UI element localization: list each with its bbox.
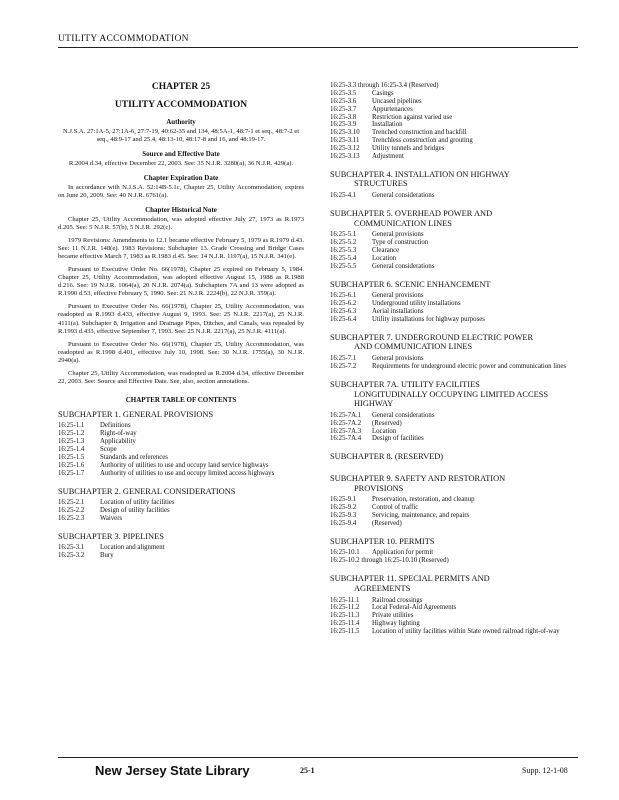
list-item [330, 98, 580, 106]
section-title: Utility installations for highway purposes [372, 315, 485, 323]
subchapter-3-list [58, 544, 304, 560]
section-title: Design of facilities [372, 435, 424, 443]
list-item [330, 308, 580, 316]
section-title: Scope [100, 446, 117, 453]
section-number: 16:25-5.5 [330, 262, 357, 270]
section-number: 16:25-6.1 [330, 292, 357, 300]
list-item [330, 355, 580, 363]
section-number: 16:25-9.2 [330, 504, 357, 512]
list-item [58, 515, 304, 523]
list-item [58, 499, 304, 507]
list-item [330, 504, 580, 512]
list-item [330, 420, 580, 428]
chapter-number: CHAPTER 25 [151, 82, 211, 92]
section-number: 16:25-2.2 [58, 507, 85, 515]
list-item [58, 446, 304, 454]
list-item [330, 300, 580, 308]
source-heading: Source and Effective Date [142, 150, 220, 159]
subchapter-heading: SUBCHAPTER 7A. UTILITY FACILITIES LONGITUDINALLY OCCUPYING LIMITED ACCESS HIGHWAY [330, 379, 549, 409]
list-item [330, 512, 580, 520]
list-item [330, 247, 580, 255]
list-item [330, 192, 580, 200]
library-name: New Jersey State Library [95, 763, 250, 778]
section-title: Trenchless construction and grouting [372, 137, 473, 145]
section-number: 16:25-3.9 [330, 121, 357, 129]
list-item [330, 597, 580, 605]
history-paragraph: Chapter 25, Utility Accommodation, was adopted effective July 27, 1973 as R.1973 d.205. See: 5 N.J.R. 57(b), 5 N.J.R. 292(c). [58, 216, 304, 232]
history-paragraph: Pursuant to Executive Order No. 66(1978), Chapter 25 expired on February 5, 1984. Chapter 25, Utility Accommodation, was adopted effective August 15, 1988 as R.1988 d.216. See: 19 N.J.R. 1064(a), 20 N.J.R. 2074(a). Subchapters 7A and 13 were adopted as R.1990 d.53, effective February 5, 1990. See: 21 N.J.R. 2224(b), 22 N.J.R. 359(a). [58, 266, 304, 298]
section-number: 16:25-11.5 [330, 628, 360, 635]
section-title: Restriction against varied use [372, 113, 453, 121]
list-item [330, 129, 580, 137]
section-title: Aerial installations [372, 308, 424, 316]
subchapter-heading: SUBCHAPTER 9. SAFETY AND RESTORATION PROVISIONS [330, 473, 506, 493]
section-title: Waivers [100, 514, 123, 522]
list-item [330, 153, 580, 161]
running-header: UTILITY ACCOMMODATION [58, 34, 189, 44]
section-number: 16:25-9.4 [330, 519, 357, 527]
section-title: (Reserved) [372, 519, 402, 527]
section-title: Authority of utilities to use and occupy land service highways [100, 461, 269, 469]
section-number: 16:25-1.3 [58, 438, 85, 446]
section-title: (Reserved) [372, 419, 402, 427]
section-number: 16:25-1.1 [58, 422, 85, 430]
footer-rule [58, 757, 578, 758]
section-title: Adjustment [372, 152, 404, 160]
section-title: Location [372, 427, 397, 435]
section-number: 16:25-1.2 [58, 430, 85, 438]
section-title: Type of construction [372, 239, 429, 247]
section-title: General considerations [372, 192, 435, 200]
section-number: 16:25-3.13 [330, 152, 360, 160]
history-paragraph: 1979 Revisions: Amendments to 12.1 became effective February 5, 1979 as R.1979 d.43. See: 11 N.J.R. 148(e). 1983 Revisions: Subchapter 13. Grade Crossing and Bridge Cases became effective March 7, 1983 as R.1983 d.45. See: 14 N.J.R. 1197(a), 15 N.J.R. 341(e). [58, 237, 304, 261]
subchapter-heading: SUBCHAPTER 4. INSTALLATION ON HIGHWAY STRUCTURES [330, 169, 510, 189]
section-number: 16:25-9.3 [330, 512, 357, 520]
authority-heading: Authority [166, 118, 196, 126]
section-title: Underground utility installations [372, 300, 461, 308]
section-number: 16:25-5.4 [330, 254, 357, 262]
list-item [330, 520, 580, 528]
subchapter-heading: SUBCHAPTER 5. OVERHEAD POWER AND COMMUNICATION LINES [330, 208, 493, 228]
section-title: Definitions [100, 422, 131, 430]
list-item [330, 620, 580, 628]
section-number: 16:25-7A.2 [330, 419, 362, 427]
section-title: Right-of-way [100, 430, 137, 438]
subchapter-7-list [330, 355, 580, 371]
section-title: General provisions [372, 355, 424, 363]
section-number: 16:25-6.2 [330, 300, 357, 308]
section-number: 16:25-3.11 [330, 137, 360, 145]
list-item [330, 292, 580, 300]
list-item: 16:25-10.1 Application for permit [330, 549, 434, 557]
list-item [330, 435, 580, 443]
section-number: 16:25-7A.4 [330, 435, 362, 443]
list-item [330, 604, 580, 612]
section-number: 16:25-6.3 [330, 308, 357, 316]
subchapter-6-list [330, 292, 580, 324]
list-item [330, 114, 580, 122]
section-number: 16:25-3.2 [58, 552, 85, 560]
list-item [330, 145, 580, 153]
subchapter-5-list [330, 231, 580, 270]
section-number: 16:25-1.5 [58, 453, 85, 461]
authority-text: N.J.S.A. 27:1A-5, 27:1A-6, 27:7-19, 40:62-35 and 134, 48:5A-1, 48:7-1 et seq., 48:7-2 et seq., 48:9-17 and 25.4, 48:13-10, 48:17-8 and 16, and 48:19-17. [62, 128, 300, 144]
section-number: 16:25-2.3 [58, 514, 85, 522]
section-number: 16:25-3.7 [330, 105, 357, 113]
list-item [58, 470, 304, 478]
section-title: Casings [372, 89, 394, 97]
section-number: 16:25-11.3 [330, 612, 360, 620]
section-number: 16:25-9.1 [330, 496, 357, 504]
list-item [58, 462, 304, 470]
section-title: Clearance [372, 247, 400, 254]
subchapter-heading: SUBCHAPTER 3. PIPELINES [58, 531, 164, 541]
header-rule [58, 47, 578, 48]
list-item [330, 121, 580, 129]
section-number: 16:25-4.1 [330, 192, 357, 200]
right-column [330, 82, 580, 636]
section-title: Highway lighting [372, 620, 420, 628]
list-item [58, 454, 304, 462]
section-title: Private utilities [372, 612, 414, 620]
section-number: 16:25-5.1 [330, 231, 357, 239]
list-item [330, 106, 580, 114]
subchapter-heading: SUBCHAPTER 11. SPECIAL PERMITS AND AGREEMENTS [330, 574, 490, 593]
section-title: Applicability [100, 438, 136, 446]
list-item [330, 363, 580, 371]
section-title: Control of traffic [372, 504, 419, 512]
subchapter-4-list [330, 192, 580, 200]
section-title: Servicing, maintenance, and repairs [372, 512, 470, 520]
section-number: 16:25-3.12 [330, 145, 360, 152]
section-number: 16:25-7.2 [330, 362, 357, 370]
page-number: 25-1 [300, 766, 315, 775]
section-number: 16:25-1.7 [58, 469, 85, 477]
subchapter-9-list [330, 496, 580, 528]
history-paragraph: Chapter 25, Utility Accommodation, was readopted as R.2004 d.34, effective December 22, 2003. See: Source and Effective Date. See, also, section annotations. [58, 369, 304, 385]
list-item [330, 412, 580, 420]
section-title: Preservation, restoration, and cleanup [372, 496, 475, 504]
section-range: 16:25-3.3 through 16:25-3.4 (Reserved) [330, 82, 439, 89]
section-number: 16:25-3.6 [330, 97, 357, 105]
subchapter-heading: SUBCHAPTER 6. SCENIC ENHANCEMENT [330, 279, 491, 289]
section-number: 16:25-3.8 [330, 113, 357, 121]
subchapter-2-list [58, 499, 304, 523]
subchapter-heading: SUBCHAPTER 7. UNDERGROUND ELECTRIC POWER AND COMMUNICATION LINES [330, 332, 534, 352]
expiration-text: In accordance with N.J.S.A. 52:14B-5.1c, Chapter 25, Utility Accommodation, expires on June 20, 2009. See: 40 N.J.R. 6761(a). [58, 184, 304, 200]
section-number: 16:25-11.2 [330, 604, 360, 612]
list-item [58, 438, 304, 446]
section-title: Uncased pipelines [372, 97, 422, 105]
section-number: 16:25-2.1 [58, 499, 85, 507]
section-number: 16:25-5.3 [330, 247, 357, 254]
history-paragraph: Pursuant to Executive Order No. 66(1978), Chapter 25, Utility Accommodation, was readopted as R.1993 d.433, effective August 9, 1993. See: 25 N.J.R. 2217(a), 25 N.J.R. 4111(a). Subchapter 8, Irrigation and Drainage Pipes, Ditches, and Canals, was repealed by R.1993 d.433, effective September 7, 1993. See: 25 N.J.R. 2217(a), 25 N.J.R. 4111(a). [58, 303, 304, 335]
supplement-date: Supp. 12-1-08 [522, 766, 568, 775]
section-title: General provisions [372, 292, 424, 300]
subchapter-heading: SUBCHAPTER 1. GENERAL PROVISIONS [58, 409, 214, 419]
subchapter-heading: SUBCHAPTER 8. (RESERVED) [330, 452, 444, 462]
section-range: 16:25-10.2 through 16:25-10.10 (Reserved) [330, 557, 449, 565]
section-number: 16:25-3.10 [330, 129, 360, 137]
chapter-title: UTILITY ACCOMMODATION [114, 100, 248, 110]
expiration-heading: Chapter Expiration Date [143, 174, 219, 183]
list-item [58, 507, 304, 515]
list-item [330, 628, 580, 636]
list-item [58, 422, 304, 430]
section-number: 16:25-5.2 [330, 239, 357, 247]
section-number: 16:25-7A.3 [330, 427, 362, 435]
section-number: 16:25-3.1 [58, 544, 85, 552]
history-heading: Chapter Historical Note [145, 206, 217, 215]
subchapter-heading: SUBCHAPTER 10. PERMITS [330, 536, 435, 546]
section-title: Authority of utilities to use and occupy limited access highways [100, 469, 275, 477]
toc-heading: CHAPTER TABLE OF CONTENTS [125, 395, 237, 404]
section-number: 16:25-6.4 [330, 315, 357, 323]
section-title: Location [372, 254, 397, 262]
section-title: Trenched construction and backfill [372, 129, 467, 137]
list-item [330, 90, 580, 98]
subchapter-3-continued-list [330, 90, 580, 161]
section-title: General considerations [372, 411, 435, 419]
left-column [58, 82, 304, 560]
section-number: 16:25-11.1 [330, 596, 360, 604]
section-number: 16:25-3.5 [330, 89, 357, 97]
list-item [330, 496, 580, 504]
section-number: 16:25-11.4 [330, 620, 360, 628]
list-item [330, 612, 580, 620]
section-title: Standards and references [100, 453, 168, 461]
list-item [330, 316, 580, 324]
list-item [330, 255, 580, 263]
section-number: 16:25-7A.1 [330, 411, 362, 419]
list-item [330, 263, 580, 271]
section-number: 16:25-1.4 [58, 446, 85, 453]
list-item [58, 552, 304, 560]
section-title: Installation [372, 121, 403, 129]
section-title: Requirements for underground electric power and communication lines [372, 362, 567, 370]
section-title: Utility tunnels and bridges [372, 145, 445, 152]
section-title: Bury [100, 552, 114, 560]
subchapter-7a-list [330, 412, 580, 444]
section-title: Design of utility facilities [100, 507, 170, 515]
list-item [330, 428, 580, 436]
section-title: Location of utility facilities [100, 499, 175, 507]
subchapter-heading: SUBCHAPTER 2. GENERAL CONSIDERATIONS [58, 486, 236, 496]
section-title: Railroad crossings [372, 596, 423, 604]
section-title: Appurtenances [372, 105, 413, 113]
section-title: General considerations [372, 262, 435, 270]
section-title: General provisions [372, 231, 424, 239]
history-paragraph: Pursuant to Executive Order No. 66(1978), Chapter 25, Utility Accommodation, was readopted as R.1998 d.401, effective July 10, 1998. See: 30 N.J.R. 1755(a), 30 N.J.R. 2940(a). [58, 340, 304, 364]
section-title: Location and alignment [100, 544, 165, 552]
subchapter-11-list [330, 597, 580, 636]
section-number: 16:25-7.1 [330, 355, 357, 363]
section-number: 16:25-1.6 [58, 461, 85, 469]
list-item [58, 544, 304, 552]
section-title: Local Federal-Aid Agreements [372, 604, 457, 612]
section-title: Location of utility facilities within State owned railroad right-of-way [372, 628, 560, 635]
list-item [330, 239, 580, 247]
list-item [330, 231, 580, 239]
subchapter-1-list [58, 422, 304, 477]
list-item [330, 137, 580, 145]
list-item [58, 430, 304, 438]
source-text: R.2004 d.34, effective December 22, 2003. See: 35 N.J.R. 3280(a), 36 N.J.R. 429(a). [68, 160, 294, 168]
